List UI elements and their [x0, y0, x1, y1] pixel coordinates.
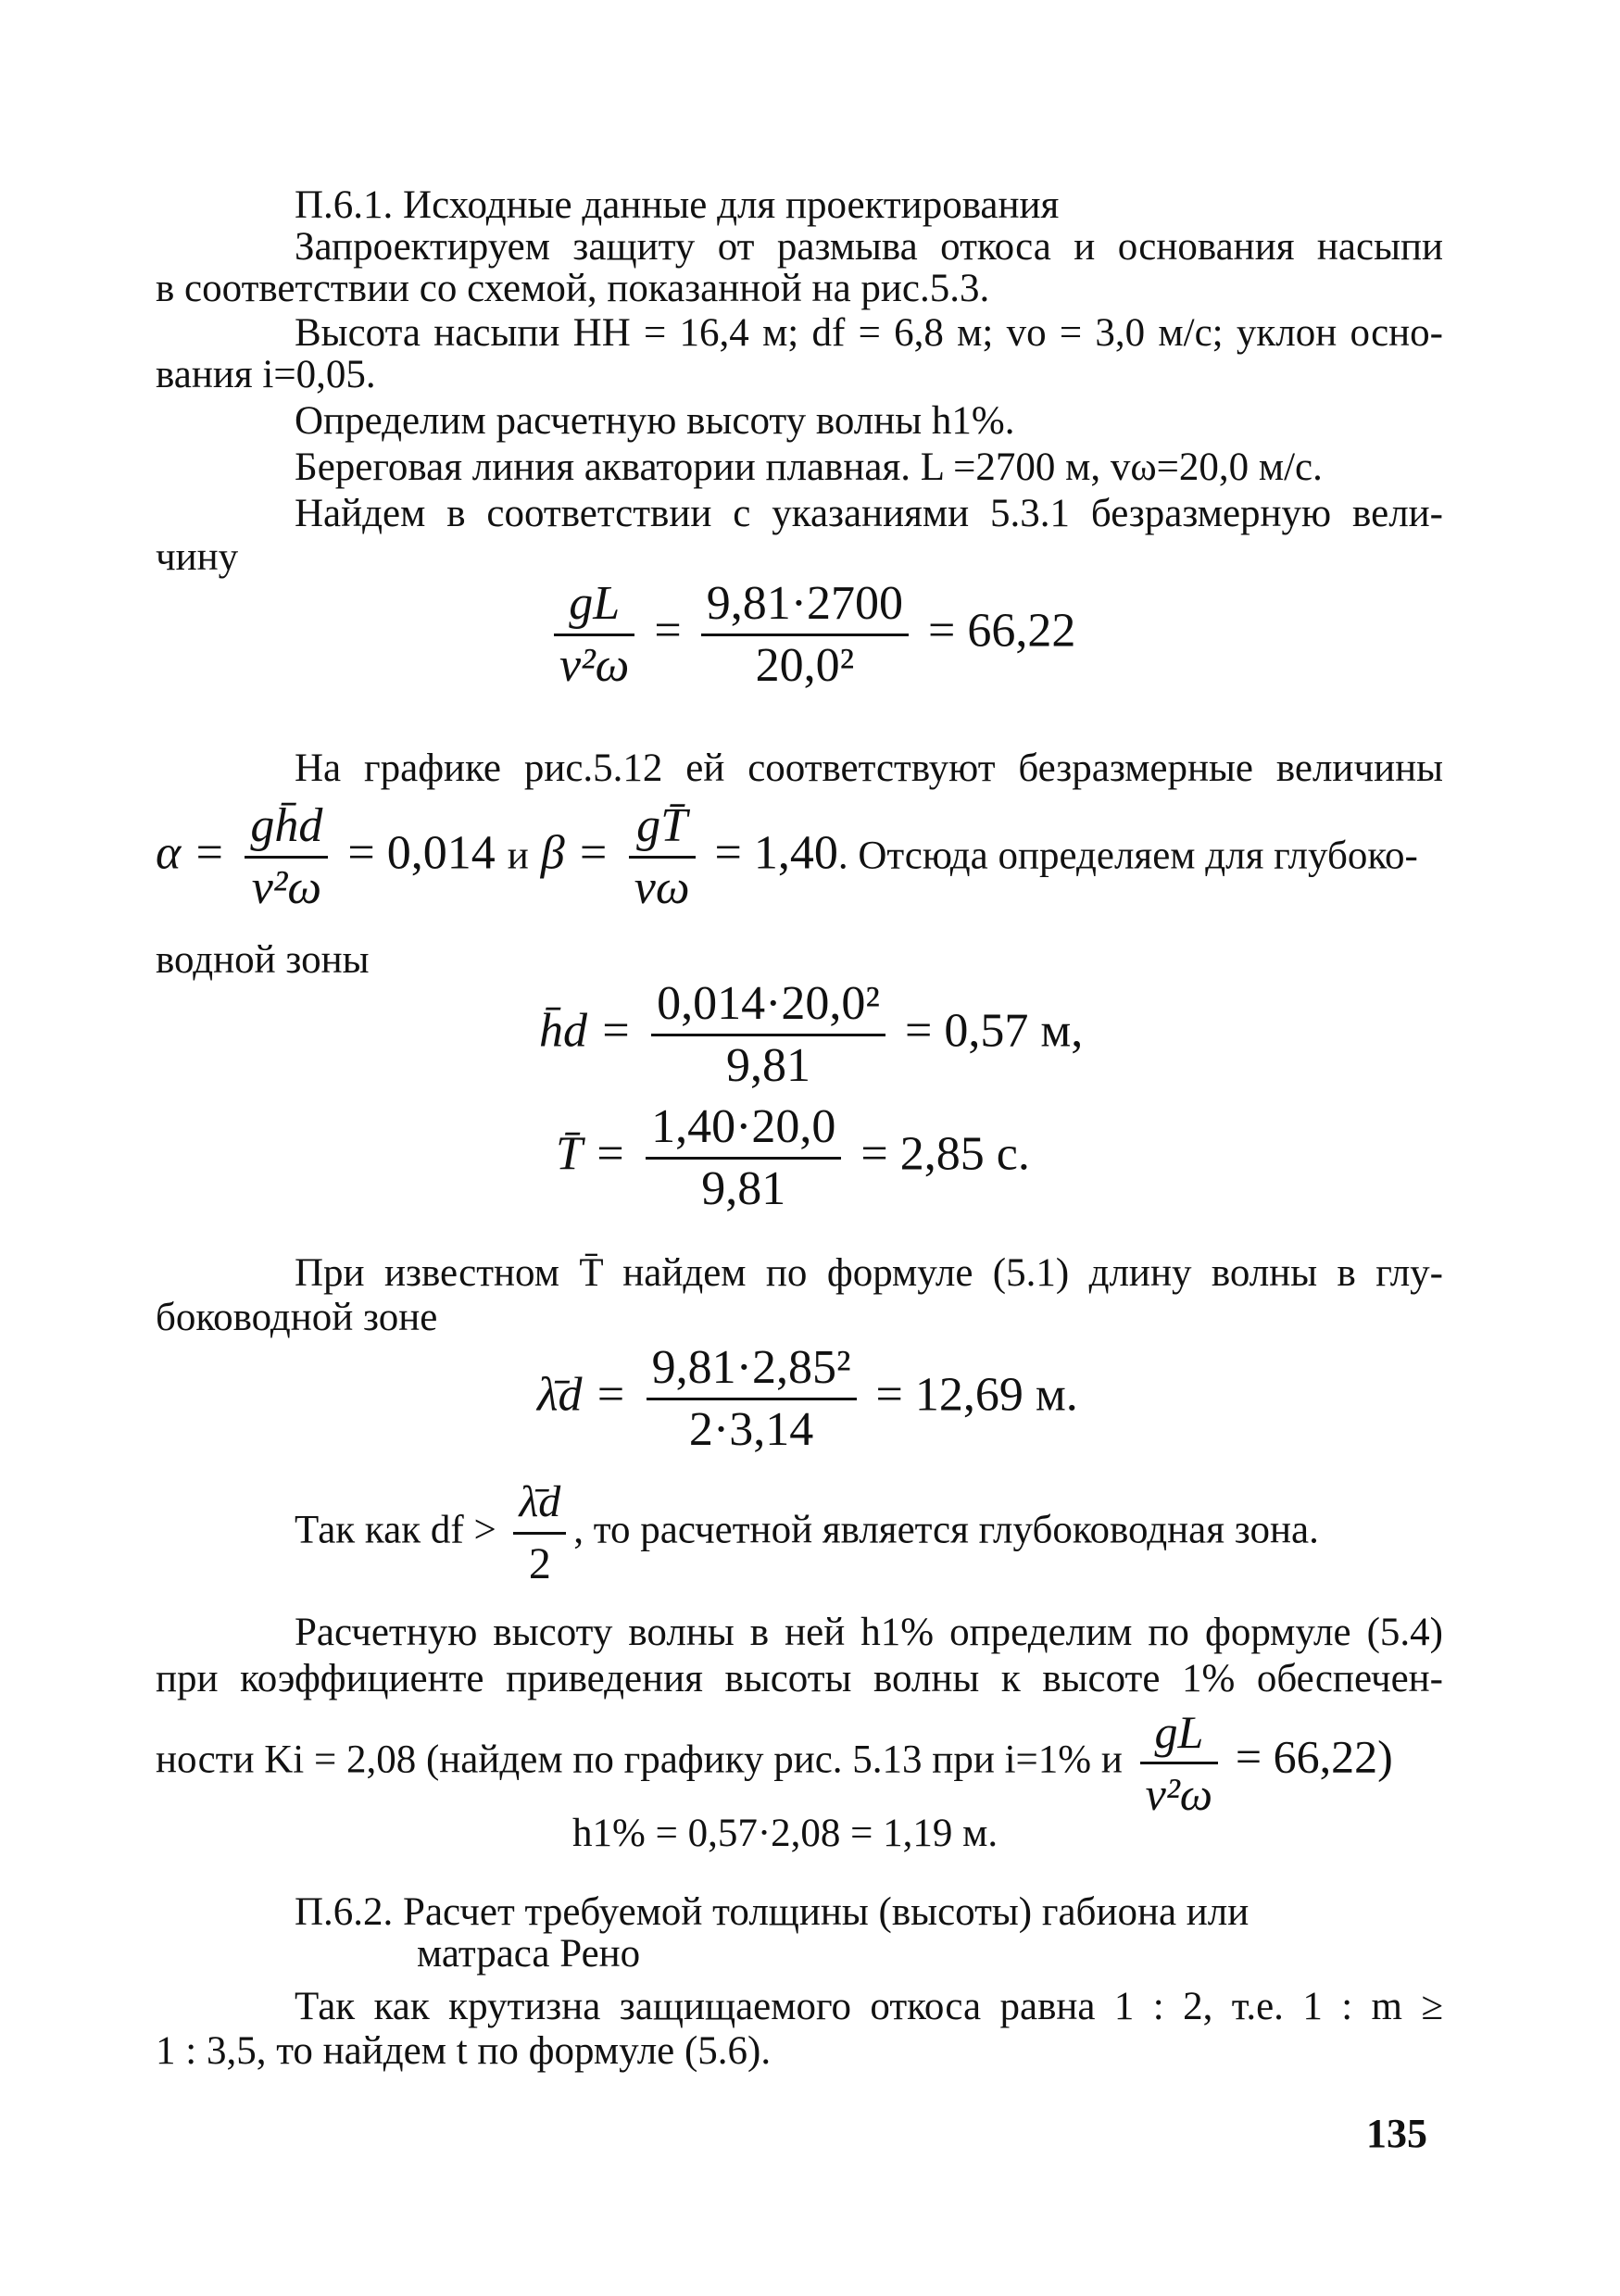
paragraph-line: при коэффициенте приведения высоты волны к высоте 1% обеспечен- — [156, 1657, 1443, 1700]
coefficient-line: ности Ki = 2,08 (найдем по графику рис. 5.13 при i=1% и $\frac{gL}{\text{v²ω}}$ = 66,22) — [156, 1702, 1393, 1824]
equation-1: $\frac{gL}{\text{v²ω}}$ = $\frac{9,81\cdot 2700}{\text{20,0²}}$ = 66,22 — [546, 574, 1075, 696]
equation-2: h̄d = $\frac{\text{0,014·20,0²}}{9,81}$ = 0,57 м, — [539, 974, 1083, 1096]
paragraph-line: Высота насыпи HН = 16,4 м; df = 6,8 м; vo = 3,0 м/с; уклон осно- — [295, 311, 1443, 355]
equation-3: T̄ = $\frac{1,40\cdot 20,0}{9,81}$ = 2,85 с. — [556, 1098, 1030, 1219]
paragraph-line: Береговая линия акватории плавная. L =2700 м, vω=20,0 м/с. — [295, 445, 1323, 489]
section-heading-6-2: П.6.2. Расчет требуемой толщины (высоты) габиона или — [295, 1890, 1250, 1934]
paragraph-line: водной зоны — [156, 938, 370, 982]
paragraph-line: в соответствии со схемой, показанной на рис.5.3. — [156, 267, 990, 310]
paragraph-line: Определим расчетную высоту волны h1%. — [295, 399, 1015, 443]
paragraph-line: На графике рис.5.12 ей соответствуют безразмерные величины — [295, 747, 1443, 790]
paragraph-line: боководной зоне — [156, 1296, 438, 1339]
paragraph-line: вания i=0,05. — [156, 353, 376, 396]
paragraph-line: Так как крутизна защищаемого откоса равна 1 : 2, т.е. 1 : m ≥ — [295, 1985, 1443, 2028]
section-heading-6-1: П.6.1. Исходные данные для проектирования — [295, 183, 1060, 227]
paragraph-line: Найдем в соответствии с указаниями 5.3.1 безразмерную вели- — [295, 492, 1443, 535]
section-heading-6-2-cont: матраса Рено — [417, 1932, 641, 1976]
paragraph-line: Расчетную высоту волны в ней h1% определим по формуле (5.4) — [295, 1611, 1443, 1654]
page-number: 135 — [1366, 2111, 1427, 2156]
paragraph-line: Запроектируем защиту от размыва откоса и основания насыпи — [295, 225, 1443, 269]
equation-4: λ̄d = $\frac{\text{9,81·2,85²}}{2\cdot 3,14}$ = 12,69 м. — [537, 1338, 1078, 1460]
paragraph-line: При известном T̄ найдем по формуле (5.1) длину волны в глу- — [295, 1251, 1443, 1295]
condition-line: Так как df > $\frac{\lambdād}{2}$ , то расчетной является глубоководная зона. — [295, 1473, 1319, 1594]
paragraph-line: 1 : 3,5, то найдем t по формуле (5.6). — [156, 2029, 772, 2073]
alpha-beta-line: α = $\frac{gh̄d}{\text{v²ω}}$ = 0,014 и β = $\frac{gT̄}{v\omega}$ = 1,40. Отсюда определяем для глубоко- — [156, 797, 1418, 918]
equation-5: h1% = 0,57·2,08 = 1,19 м. — [572, 1812, 998, 1855]
paragraph-line: чину — [156, 535, 239, 579]
